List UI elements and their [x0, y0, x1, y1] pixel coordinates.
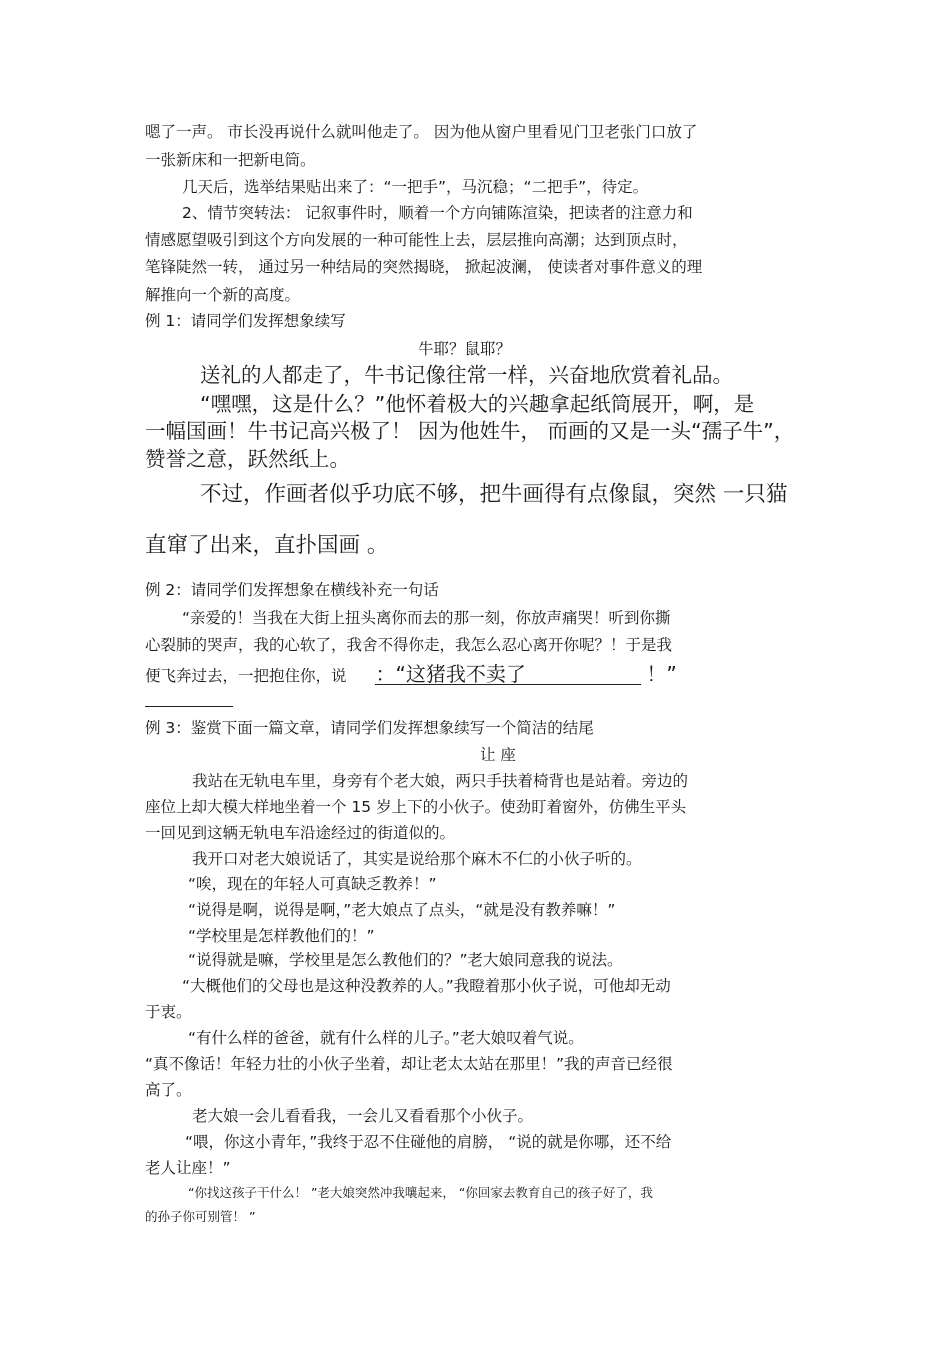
- text-line: 座位上却大模大样地坐着一个 15 岁上下的小伙子。使劲盯着窗外，仿佛生平头: [145, 798, 687, 816]
- text-line: “亲爱的！当我在大街上扭头离你而去的那一刻，你放声痛哭！听到你撕: [182, 609, 671, 627]
- underline-rule: [145, 706, 233, 707]
- text-line: 老大娘一会儿看看我，一会儿又看看那个小伙子。: [192, 1107, 534, 1125]
- dialogue-line: “说得是啊，说得是啊，”老大娘点了点头，“就是没有教养嘛！”: [188, 901, 616, 919]
- example-label: 例 1：请同学们发挥想象续写: [145, 312, 346, 330]
- text-line: 不过，作画者似乎功底不够，把牛画得有点像鼠，突然 一只猫: [200, 482, 788, 507]
- text-line: 我站在无轨电车里，身旁有个老大娘，两只手扶着椅背也是站着。旁边的: [192, 772, 689, 790]
- text-line: 嗯了一声。 市长没再说什么就叫他走了。 因为他从窗户里看见门卫老张门口放了: [145, 123, 698, 141]
- text-line: 老人让座！”: [145, 1159, 231, 1177]
- example-label: 例 3：鉴赏下面一篇文章，请同学们发挥想象续写一个简洁的结尾: [145, 719, 594, 737]
- text-line: 送礼的人都走了，牛书记像往常一样，兴奋地欣赏着礼品。: [200, 363, 733, 387]
- text-line: 便飞奔过去，一把抱住你，说: [145, 667, 347, 685]
- example-label: 例 2：请同学们发挥想象在横线补充一句话: [145, 581, 439, 599]
- text-line: 高了。: [145, 1081, 192, 1099]
- text-line: 一幅国画！牛书记高兴极了！ 因为他姓牛， 而画的又是一头“孺子牛”，: [145, 419, 795, 443]
- story-title: 让 座: [480, 746, 516, 764]
- dialogue-line: “大概他们的父母也是这种没教养的人。”我瞪着那小伙子说，可他却无动: [182, 977, 671, 995]
- text-line: 于衷。: [145, 1003, 192, 1021]
- text-line: 一回见到这辆无轨电车沿途经过的街道似的。: [145, 824, 456, 842]
- dialogue-line: “唉，现在的年轻人可真缺乏教养！”: [188, 875, 437, 893]
- text-line: 情感愿望吸引到这个方向发展的一种可能性上去，层层推向高潮；达到顶点时，: [145, 231, 688, 249]
- fill-in-line: [145, 664, 677, 686]
- story-title: 牛耶？鼠耶？: [418, 340, 512, 358]
- dialogue-line: “学校里是怎样教他们的！”: [188, 927, 375, 945]
- text-line: 解推向一个新的高度。: [145, 286, 301, 304]
- text-line: 的孙子你可别管！ ”: [145, 1209, 256, 1224]
- text-line: 一张新床和一把新电筒。: [145, 151, 316, 169]
- text-line: 笔锋陡然一转， 通过另一种结局的突然揭晓， 掀起波澜， 使读者对事件意义的理: [145, 258, 703, 276]
- dialogue-line: “真不像话！年轻力壮的小伙子坐着，却让老太太站在那里！”我的声音已经很: [145, 1055, 673, 1073]
- section-heading: 2、情节突转法： 记叙事件时，顺着一个方向铺陈渲染，把读者的注意力和: [182, 204, 693, 222]
- text-line: 几天后，选举结果贴出来了：“一把手”，马沉稳；“二把手”，待定。: [182, 178, 649, 196]
- dialogue-line: “喂，你这小青年，”我终于忍不住碰他的肩膀， “说的就是你哪，还不给: [185, 1133, 672, 1151]
- fill-in-blank: ：“这猪我不卖了: [375, 664, 641, 685]
- dialogue-line: “有什么样的爸爸，就有什么样的儿子。”老大娘叹着气说。: [188, 1029, 584, 1047]
- dialogue-line: “说得就是嘛，学校里是怎么教他们的？”老大娘同意我的说法。: [188, 951, 623, 969]
- text-line: 心裂肺的哭声，我的心软了，我舍不得你走，我怎么忍心离开你呢？！于是我: [145, 636, 673, 654]
- text-line: 赞誉之意，跃然纸上。: [145, 447, 350, 471]
- text-line: 直窜了出来，直扑国画 。: [145, 533, 389, 558]
- dialogue-line: “你找这孩子干什么！ ”老大娘突然冲我嚷起来， “你回家去教育自己的孩子好了，我: [188, 1185, 653, 1200]
- text-line: “嘿嘿，这是什么？”他怀着极大的兴趣拿起纸筒展开，啊，是: [200, 392, 755, 416]
- blank-tail: ！”: [646, 662, 677, 686]
- text-line: 我开口对老大娘说话了，其实是说给那个麻木不仁的小伙子听的。: [192, 850, 642, 868]
